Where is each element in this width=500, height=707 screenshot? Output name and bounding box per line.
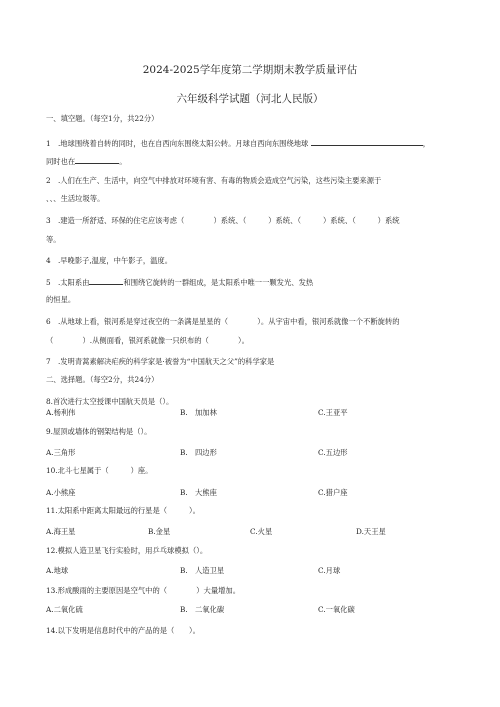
question-10-option-a[interactable]: A.小熊座 xyxy=(46,488,76,497)
question-11: 11.太阳系中距离太阳最远的行星是（ ）。 xyxy=(46,506,200,515)
question-14: 14.以下发明是信息时代中的产品的是（ ）。 xyxy=(46,626,200,635)
question-13-option-b[interactable]: B. 二氧化碳 xyxy=(180,605,225,614)
section2-heading: 二、选择题。（每空2分，共24分） xyxy=(46,375,159,384)
exam-subtitle: 六年级科学试题（河北人民版） xyxy=(176,93,324,105)
question-12-option-c[interactable]: C.月球 xyxy=(318,566,341,575)
question-6-line2: （ ）.从侧面看，银河系就像一只织布的（ ）。 xyxy=(46,336,249,345)
question-5-line1 xyxy=(46,276,313,288)
question-13: 13.形成酸雨的主要原因是空气中的（ ）大量增加。 xyxy=(46,586,241,595)
question-8: 8.首次进行太空授课中国航天员是（）。 xyxy=(46,397,174,406)
question-11-option-a[interactable]: A.海王星 xyxy=(46,527,76,536)
question-11-option-c[interactable]: C.火星 xyxy=(250,527,273,536)
question-9-option-c[interactable]: C.五边形 xyxy=(318,448,348,457)
question-9: 9.屋顶或墙体的钢架结构是（）。 xyxy=(46,427,152,436)
question-13-option-a[interactable]: A.二氧化硫 xyxy=(46,605,83,614)
question-12-option-a[interactable]: A.地球 xyxy=(46,566,69,575)
question-5-text-2: 和围绕它旋转的一群组成，是太阳系中唯一一颗发光、发热 xyxy=(123,278,314,287)
question-3-line1: 3 .建造一所舒适、环保的住宅应该考虑（ ）系统、（ ）系统、（ ）系统、（ ）系统 xyxy=(46,216,400,225)
section1-heading: 一、填空题。（每空1分，共22分） xyxy=(46,114,159,123)
question-10-option-b[interactable]: B. 大熊座 xyxy=(180,488,217,497)
question-12: 12.模拟人造卫星飞行实验时，用乒乓球模拟（）。 xyxy=(46,546,208,555)
question-8-option-c[interactable]: C.王亚平 xyxy=(318,408,348,417)
question-11-option-d[interactable]: D.天王星 xyxy=(356,527,386,536)
question-10-option-c[interactable]: C.猎户座 xyxy=(318,488,348,497)
question-5-line2: 的恒星。 xyxy=(46,295,76,304)
question-1-punct: ， xyxy=(422,139,430,148)
question-8-option-b[interactable]: B. 加加林 xyxy=(180,408,217,417)
question-6-line1: 6 .从地球上看，银河系是穿过夜空的一条满是星星的（ ）。从宇宙中看，银河系就像一个不断旋转的 xyxy=(46,317,400,326)
question-1-line2 xyxy=(46,155,126,167)
question-3-line2: 等。 xyxy=(46,235,61,244)
question-1-text-2: 同时也在 xyxy=(46,157,76,166)
question-1-text: 1 .地球围绕着自转的同时，也在自西向东围绕太阳公转。月球自西向东围绕地球 xyxy=(46,139,309,148)
answer-blank[interactable] xyxy=(311,137,423,146)
question-12-option-b[interactable]: B. 人造卫星 xyxy=(180,566,225,575)
exam-title: 2024-2025学年度第二学期期末教学质量评估 xyxy=(142,64,358,76)
question-10: 10.北斗七星属于（ ）座。 xyxy=(46,466,153,475)
answer-blank[interactable] xyxy=(75,155,119,164)
question-9-option-b[interactable]: B. 四边形 xyxy=(180,448,217,457)
question-2-line2: 、、、生活垃圾等。 xyxy=(46,194,105,203)
question-8-option-a[interactable]: A.杨利伟 xyxy=(46,408,76,417)
question-2-line1: 2 .人们在生产、生活中，向空气中排放对环境有害、有毒的物质会造成空气污染，这些污染主要来源于 xyxy=(46,176,382,185)
question-11-option-b[interactable]: B.金星 xyxy=(148,527,171,536)
question-13-option-c[interactable]: C.一氧化碳 xyxy=(318,605,355,614)
question-4: 4 .早晚影子,温度，中午影子，温度。 xyxy=(46,256,173,265)
answer-blank[interactable] xyxy=(89,276,123,285)
question-7: 7 .发明青蒿素解决疟疾的科学家是·被誉为“中国航天之父”的科学家是 xyxy=(46,357,275,366)
question-5-text: 5 .太阳系由 xyxy=(46,278,90,287)
question-9-option-a[interactable]: A.三角形 xyxy=(46,448,76,457)
question-1-punct-2: 。 xyxy=(119,157,127,166)
question-1-line1 xyxy=(46,137,430,149)
